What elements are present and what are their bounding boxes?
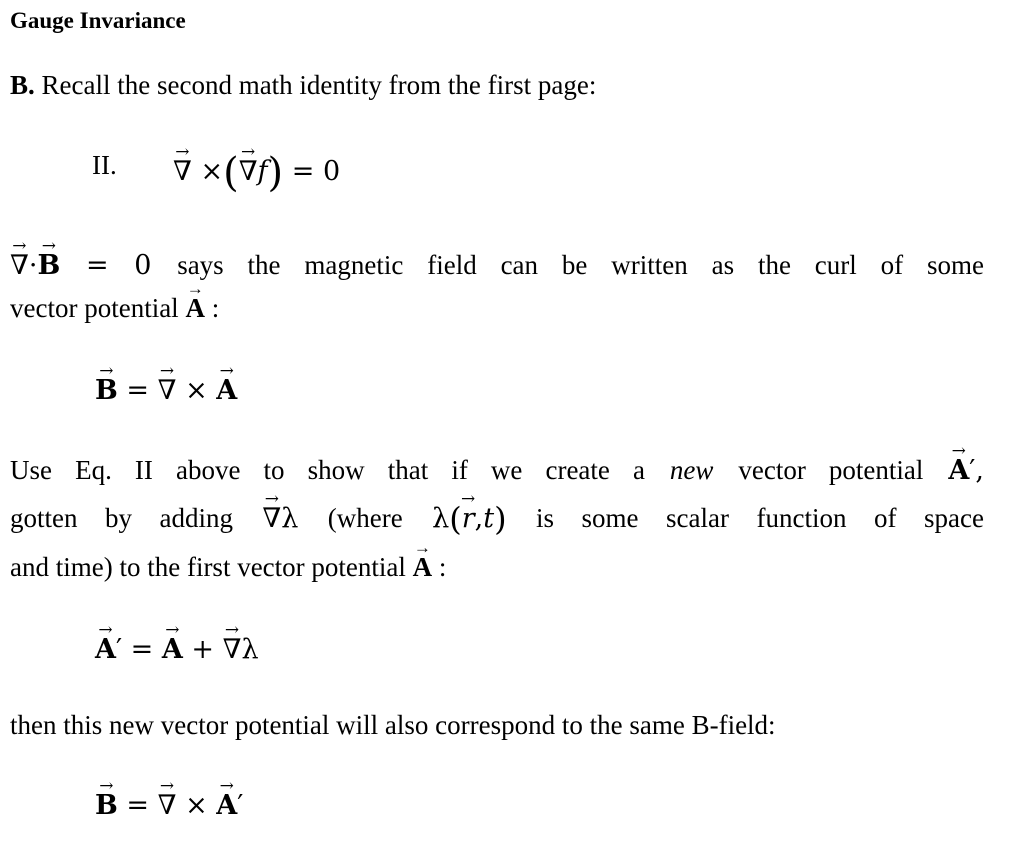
- gauge-transform-equation: → A′ = → A + → ∇λ: [95, 634, 259, 665]
- identity-ii: [92, 150, 117, 181]
- part-label: B.: [10, 70, 35, 100]
- vector-potential-text: vector potential: [10, 293, 179, 323]
- divergence-text: says the magnetic field can be written as the curl of some: [177, 250, 984, 280]
- conclusion-paragraph: then this new vector potential will also correspond to the same B-field:: [10, 710, 776, 740]
- divergence-paragraph-line2: vector potential → A :: [10, 293, 219, 324]
- identity-label: II.: [92, 150, 117, 180]
- divergence-paragraph-line1: → ∇·→ B = 0 says the magnetic field can be written as the curl of some: [10, 250, 984, 281]
- identity-ii-equation: → ∇ ×(→ ∇f) = 0: [173, 150, 340, 196]
- section-title: Gauge Invariance: [10, 8, 186, 33]
- intro-text: Recall the second math identity from the first page:: [41, 70, 597, 100]
- gauge-paragraph-line2: gotten by adding → ∇λ (where λ(→ r,t) is some scalar function of space: [10, 500, 984, 538]
- gauge-paragraph-line3: and time) to the first vector potential → A :: [10, 552, 446, 583]
- intro-paragraph: [10, 70, 596, 101]
- new-emphasis: new: [669, 455, 714, 485]
- gauge-paragraph-line1: Use Eq. II above to show that if we create a new vector potential → A′,: [10, 455, 984, 486]
- curl-equation: → B = → ∇ × → A: [95, 375, 237, 406]
- curl-equation-prime: → B = → ∇ × → A′: [95, 790, 243, 821]
- identity-rhs: = 0: [291, 156, 341, 187]
